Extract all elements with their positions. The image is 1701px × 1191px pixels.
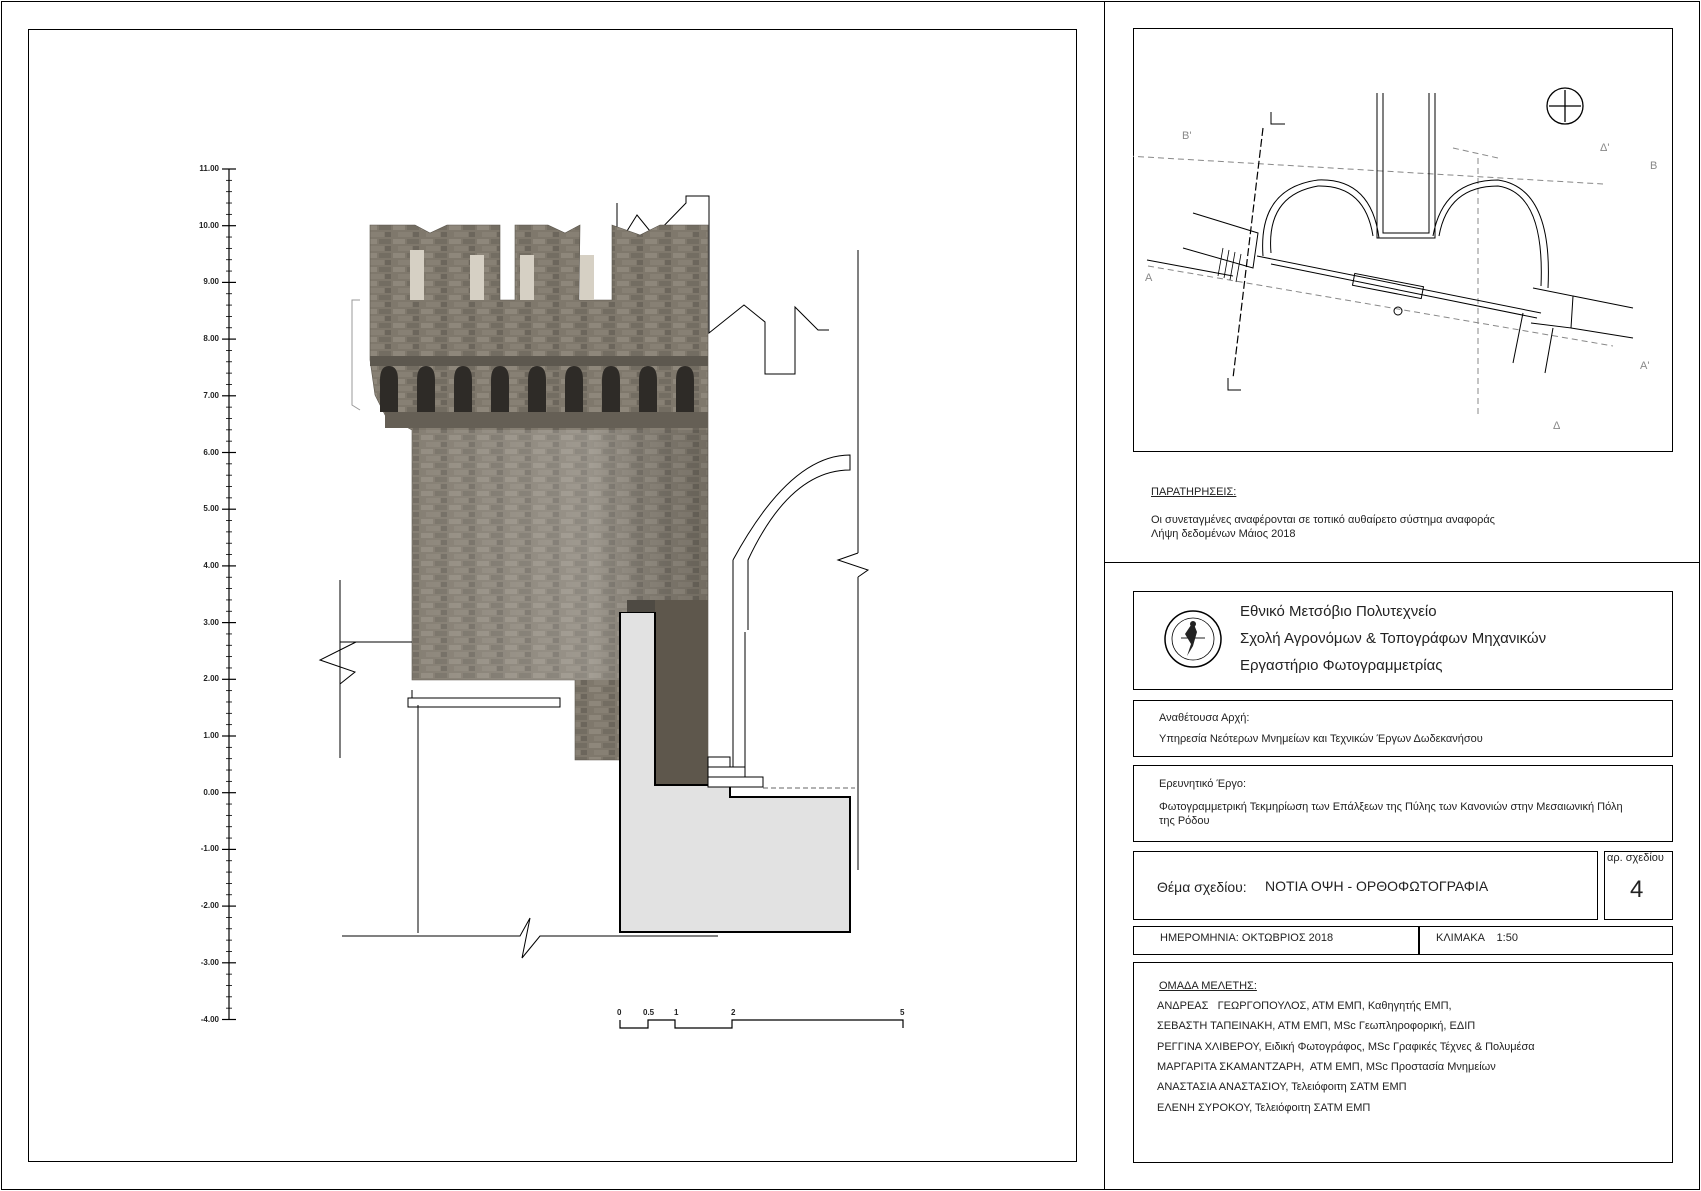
axis-label: 1.00 xyxy=(203,731,219,740)
notes-heading: ΠΑΡΑΤΗΡΗΣΕΙΣ: xyxy=(1151,486,1237,498)
machicolation-arch xyxy=(454,366,472,412)
axis-label: 4.00 xyxy=(203,560,219,570)
team-member: ΜΑΡΓΑΡΙΤΑ ΣΚΑΜΑΝΤΖΑΡΗ, ΑΤΜ ΕΜΠ, MSc Προστασία Μνημείων xyxy=(1157,1061,1496,1073)
scale-text: ΚΛΙΜΑΚΑ 1:50 xyxy=(1436,932,1518,944)
project-label: Ερευνητικό Έργο: xyxy=(1159,778,1247,790)
notes-line-1: Οι συνεταγμένες αναφέρονται σε τοπικό αυθαίρετο σύστημα αναφοράς xyxy=(1151,514,1495,526)
scale-bar-label: 0 xyxy=(617,1008,622,1017)
axis-label: -1.00 xyxy=(200,844,219,854)
authority-value: Υπηρεσία Νεότερων Μνημείων και Τεχνικών Έργων Δωδεκανήσου xyxy=(1159,733,1483,745)
subject-value: ΝΟΤΙΑ ΟΨΗ - ΟΡΘΟΦΩΤΟΓΡΑΦΙΑ xyxy=(1265,878,1489,894)
team-member: ΣΕΒΑΣΤΗ ΤΑΠΕΙΝΑΚΗ, ΑΤΜ ΕΜΠ, MSc Γεωπληροφορική, ΕΔΙΠ xyxy=(1157,1020,1476,1032)
scale-bar-label: 0.5 xyxy=(643,1008,655,1017)
drawing-number: 4 xyxy=(1630,876,1644,903)
elevation-axis xyxy=(222,169,236,1020)
machicolation-arch xyxy=(602,366,620,412)
subject-label: Θέμα σχεδίου: xyxy=(1157,879,1247,895)
plan-drawing xyxy=(1133,28,1673,452)
ground-section xyxy=(620,613,855,932)
authority-box xyxy=(1133,700,1673,757)
axis-label: -2.00 xyxy=(200,901,219,911)
machicolation-arch xyxy=(528,366,546,412)
machicolation-arch xyxy=(565,366,583,412)
notes-line-2: Λήψη δεδομένων Μάιος 2018 xyxy=(1151,528,1296,540)
institution-line-1: Εθνικό Μετσόβιο Πολυτεχνείο xyxy=(1240,603,1437,620)
authority-label: Αναθέτουσα Αρχή: xyxy=(1159,712,1250,724)
team-member: ΡΕΓΓΙΝΑ ΧΛΙΒΕΡΟΥ, Ειδική Φωτογράφος, MSc Γραφικές Τέχνες & Πολυμέσα xyxy=(1157,1041,1535,1053)
team-heading: ΟΜΑΔΑ ΜΕΛΕΤΗΣ: xyxy=(1159,980,1257,992)
team-member: ΕΛΕΝΗ ΣΥΡΟΚΟΥ, Τελειόφοιτη ΣΑΤΜ ΕΜΠ xyxy=(1157,1102,1371,1114)
institution-line-2: Σχολή Αγρονόμων & Τοπογράφων Μηχανικών xyxy=(1240,630,1547,647)
axis-label: -4.00 xyxy=(200,1014,219,1024)
scale-bar-label: 2 xyxy=(731,1008,736,1017)
plan-label-a-prime: A' xyxy=(1640,360,1650,372)
axis-label: 9.00 xyxy=(203,277,219,287)
axis-label: -3.00 xyxy=(200,957,219,967)
plan-stair-icon xyxy=(1218,248,1241,282)
sheet-divider-right xyxy=(1104,562,1700,563)
axis-label: 10.00 xyxy=(198,220,219,230)
plan-label-b: B xyxy=(1650,160,1658,172)
axis-label: 11.00 xyxy=(199,164,219,173)
machicolation-arch xyxy=(380,366,398,412)
scale-bar-label: 1 xyxy=(674,1008,679,1017)
machicolation-arch xyxy=(417,366,435,412)
project-value-line-1: Φωτογραμμετρική Τεκμηρίωση των Επάλξεων της Πύλης των Κανονιών στην Μεσαιωνική Πόλη xyxy=(1159,801,1623,813)
institution-line-3: Εργαστήριο Φωτογραμμετρίας xyxy=(1240,657,1443,674)
machicolation-arch xyxy=(639,366,657,412)
sheet-divider xyxy=(1104,1,1105,1190)
machicolation-arch xyxy=(676,366,694,412)
team-member: ΑΝΑΣΤΑΣΙΑ ΑΝΑΣΤΑΣΙΟΥ, Τελειόφοιτη ΣΑΤΜ ΕΜΠ xyxy=(1157,1081,1407,1093)
axis-label: 8.00 xyxy=(203,334,219,344)
axis-label: 2.00 xyxy=(203,674,219,684)
project-value-line-2: της Ρόδου xyxy=(1159,815,1210,827)
plan-label-d: Δ xyxy=(1553,420,1561,432)
team-member: ΑΝΔΡΕΑΣ ΓΕΩΡΓΟΠΟΥΛΟΣ, ΑΤΜ ΕΜΠ, Καθηγητής ΕΜΠ, xyxy=(1157,1000,1452,1012)
compass-icon xyxy=(1547,88,1583,124)
machicolation-arch xyxy=(491,366,509,412)
plan-label-a: A xyxy=(1145,272,1153,284)
date-text: ΗΜΕΡΟΜΗΝΙΑ: ΟΚΤΩΒΡΙΟΣ 2018 xyxy=(1160,932,1334,944)
axis-label: 6.00 xyxy=(203,447,219,457)
university-seal-icon xyxy=(1163,608,1223,670)
axis-label: 0.00 xyxy=(203,787,219,797)
plan-label-b-prime: B' xyxy=(1182,130,1192,142)
axis-label: 3.00 xyxy=(203,617,219,627)
axis-label: 5.00 xyxy=(203,504,219,514)
plan-label-d-prime: Δ' xyxy=(1600,142,1610,154)
axis-label: 7.00 xyxy=(203,390,219,400)
scale-bar-label: 5 xyxy=(900,1008,905,1017)
drawing-number-label: αρ. σχεδίου xyxy=(1607,852,1664,864)
